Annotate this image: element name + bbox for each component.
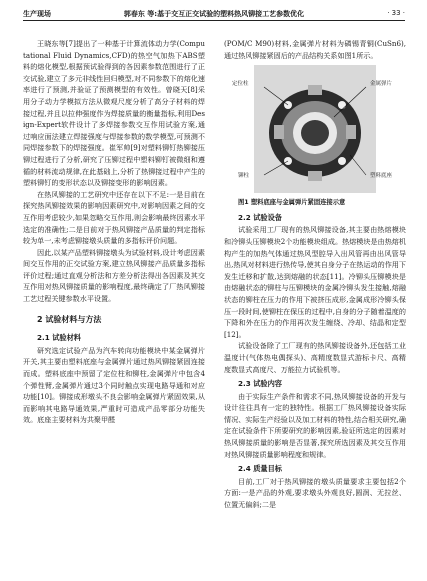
figure-label-locating-pin: 定位柱 [232,81,249,88]
paragraph: 由于实际生产条件和需求不同,热风铆接设备的开发与设计往往具有一定的独特性。根据工厂热风铆接设备实际情况、实际生产经验以及加工材料的特性,结合相关研究,确定在试验条件下所要研究的影响因素,验证所选定的因素对热风铆接质量的影响是否显著,探究所选因素及其交互作用对热风铆接质量影响程度和规律。 [224,391,406,459]
section-heading: 2.4 质量目标 [238,464,282,474]
paragraph: 因此,以某产品塑料铆接墩头为试验材料,设计考虑因素间交互作用的正交试验方案,建立热风铆接产品质量多指标评价过程;通过直观分析法和方差分析法得出各因素及其交互作用对热风铆接质量的影响程度,最终确定了厂热风铆接工艺过程关键参数水平设置。 [23,247,205,304]
right-column [224,38,406,511]
figure-1-caption: 图1 塑料底座与金属弹片紧固连接示意 [238,199,346,207]
figure-label-metal-spring: 金属弹片 [370,81,393,88]
figure-1 [224,65,406,195]
article-running-title: 郭春东 等:基于交互正交试验的塑料热风铆接工艺参数优化 [123,10,305,18]
left-column [23,38,205,426]
paragraph: 目前,工厂对于热风铆接的墩头质量要求主要包括2个方面:一是产品的外观,要求墩头外观良好,圆润、无拉丝、位置无偏斜;二是 [224,476,406,510]
figure-label-rivet-post: 铆柱 [238,173,250,180]
paragraph: 王晓东等[7]提出了一种基于计算流体动力学(Computational Fluid Dynamics,CFD)的热空气加热下ABS塑料的熔化模型,根据预试验得到的各因素参数范围进行了正交试验,建立了多元非线性回归模型,对不同参数下的熔化速率进行了预测,并验证了预测模型的有效性。曾晓天[8]采用分子动力学模拟方法从微观尺度分析了高分子材料的焊接过程,并且以拉伸强度作为焊接质量的衡量指标,利用Design-Expert软件设计了多焊接参数交互作用试验方案,通过响应面法建立焊接强度与焊接参数的数学模型,可预测不同焊接参数下的焊接强度。崔军帅[9]对塑料铆钉热铆接压铆过程进行了分析,研究了压铆过程中塑料铆钉被微细和遵循的材料流动规律,在此基础上,分析了热铆接过程中产生的塑料铆钉的变形状态以及铆接变形的影响因素。 [23,39,205,188]
section-heading: 2.2 试验设备 [238,212,282,222]
paragraph: 研究选定试验产品为汽车转向功能模块中某金属弹片开关,其主要由塑料底座与金属弹片通过热风铆接紧固连接而成。塑料底座中预留了定位柱和铆柱,金属弹片中包含4个弹性臂,金属弹片通过3个同时触点实现电路导通和对应功能[10]。铆接成形墩头不良会影响金属弹片紧固效果,从而影响其电路导通效果,严重时可造成产品零部分功能失效。底座主要材料为共聚甲醛 [23,345,205,425]
section-heading: 2 试验材料与方法 [37,314,102,324]
product-photo [254,65,376,193]
figure-label-plastic-base: 塑料底座 [370,173,393,180]
paragraph: 试验采用工厂现有的热风铆接设备,其主要由热熔模块和冷铆头压铆模块2个功能模块组成。热熔模块是由热熔机构产生的加热气体通过热风型腔导入出风管再由出风管导出,热风对材料进行热传导,使其自身分子在热运动的作用下发生迁移和扩散,达到熔融的状态[11]。冷铆头压铆模块是由熔融状态的铆柱与压铆模块的金属冷铆头发生接触,熔融状态的铆柱在压力的作用下被挤压成形,金属成形冷铆头保压一段时间,使铆柱在保压的过程中,自身的分子随着温度的下降和外在压力的作用再次发生缠绕、冷却、结晶和定型[12]。 [224,225,406,339]
section-heading: 2.3 试验内容 [238,379,282,389]
paragraph: 在热风铆接的工艺研究中还存在以下不足:一是目前在探究热风铆接效果的影响因素研究中,对影响因素之间的交互作用考虑较少,如果忽略交互作用,则会影响最终因素水平选定的准确性;二是目前对于热风铆接产品质量的判定指标较为单一,未考虑铆接墩头质量的多指标评价问题。 [23,189,205,246]
journal-section: 生产现场 [23,10,51,18]
section-heading: 2.1 试验材料 [37,333,81,343]
paragraph: 试验设备除了工厂现有的热风铆接设备外,还包括工业温度计(气体热电偶探头)、高精度数显式游标卡尺、高精度数显式高度尺、万能拉力试验机等。 [224,341,406,374]
page-number: · 33 · [387,9,405,17]
running-header [23,7,405,21]
paragraph: (POM/C M90)材料,金属弹片材料为磷锡青铜(CuSn6),通过热风铆接紧固后的产品结构关系如图1所示。 [224,39,406,60]
